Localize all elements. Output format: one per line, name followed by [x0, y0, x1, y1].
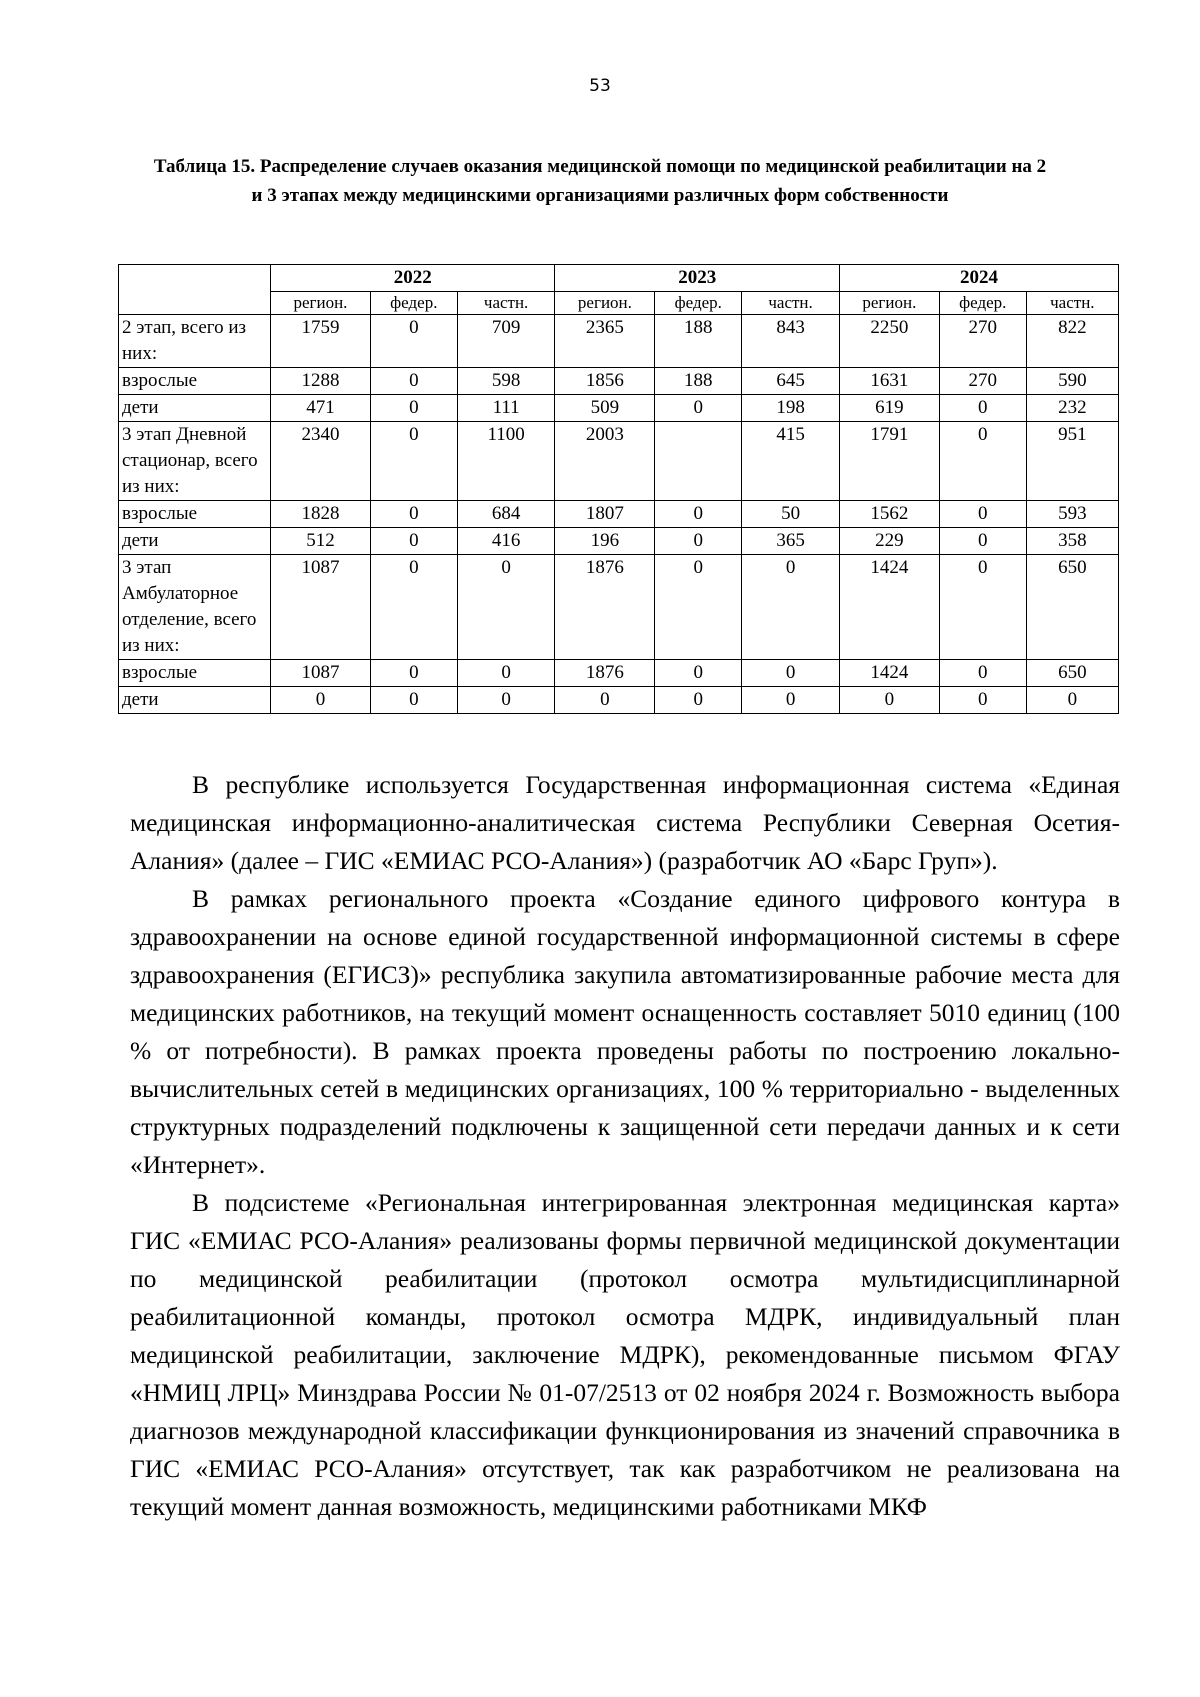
table-cell: 1087	[271, 555, 371, 660]
table-cell: 0	[457, 555, 555, 660]
table-cell: 650	[1026, 555, 1118, 660]
table-cell: 270	[939, 368, 1026, 395]
table-row	[119, 555, 1119, 660]
table-cell: 1876	[555, 660, 655, 687]
table-row	[119, 660, 1119, 687]
table-cell: 2340	[271, 422, 371, 501]
table-cell: 590	[1026, 368, 1118, 395]
table-cell: 0	[939, 528, 1026, 555]
body-text	[130, 766, 1120, 1526]
table-cell: 188	[655, 368, 742, 395]
subheader-cell: федер.	[939, 292, 1026, 315]
table-cell: 1828	[271, 501, 371, 528]
table-cell: 270	[939, 315, 1026, 368]
table-cell: 0	[370, 660, 457, 687]
table-cell: 0	[655, 555, 742, 660]
row-label: дети	[119, 528, 271, 555]
table-cell: 198	[742, 395, 840, 422]
table-row	[119, 395, 1119, 422]
table-cell: 0	[457, 660, 555, 687]
table-cell: 1562	[839, 501, 939, 528]
table-title: Таблица 15. Распределение случаев оказания медицинской помощи по медицинской реабилитации на 2 и 3 этапах между медицинскими организациями различных форм собственности	[153, 156, 1047, 206]
table-cell: 0	[555, 687, 655, 714]
table-cell: 0	[939, 555, 1026, 660]
table-cell: 358	[1026, 528, 1118, 555]
paragraph: В подсистеме «Региональная интегрированная электронная медицинская карта» ГИС «ЕМИАС РСО-Алания» реализованы формы первичной медицинской документации по медицинской реабилитации (протокол осмотра мультидисциплинарной реабилитационной команды, протокол осмотра МДРК, индивидуальный план медицинской реабилитации, заключение МДРК), рекомендованные письмом ФГАУ «НМИЦ ЛРЦ» Минздрава России № 01-07/2513 от 02 ноября 2024 г. Возможность выбора диагнозов международной классификации функционирования из значений справочника в ГИС «ЕМИАС РСО-Алания» отсутствует, так как разработчиком не реализована на текущий момент данная возможность, медицинскими работниками МКФ	[130, 1188, 1120, 1521]
table-row	[119, 501, 1119, 528]
paragraph: В рамках регионального проекта «Создание единого цифрового контура в здравоохранении на основе единой государственной информационной системы в сфере здравоохранения (ЕГИСЗ)» республика закупила автоматизированные рабочие места для медицинских работников, на текущий момент оснащенность составляет 5010 единиц (100 % от потребности). В рамках проекта проведены работы по построению локально-вычислительных сетей в медицинских организациях, 100 % территориально - выделенных структурных подразделений подключены к защищенной сети передачи данных и к сети «Интернет».	[130, 884, 1120, 1179]
row-label: взрослые	[119, 368, 271, 395]
table-row	[119, 422, 1119, 501]
table-cell: 1876	[555, 555, 655, 660]
subheader-cell: регион.	[839, 292, 939, 315]
table-cell: 0	[271, 687, 371, 714]
table-body	[119, 315, 1119, 714]
table-cell: 0	[655, 687, 742, 714]
table-row	[119, 528, 1119, 555]
table-cell: 512	[271, 528, 371, 555]
subheader-cell: частн.	[457, 292, 555, 315]
table-cell: 0	[370, 501, 457, 528]
table-cell: 650	[1026, 660, 1118, 687]
table-cell: 0	[370, 555, 457, 660]
year-header: 2024	[839, 265, 1118, 292]
data-table	[118, 264, 1119, 714]
table-cell: 0	[939, 422, 1026, 501]
row-label: 3 этап Амбулаторное отделение, всего из них:	[119, 555, 271, 660]
table-cell: 1856	[555, 368, 655, 395]
table-row	[119, 368, 1119, 395]
table-cell: 1759	[271, 315, 371, 368]
table-cell: 0	[370, 422, 457, 501]
table-cell: 0	[939, 501, 1026, 528]
table-cell: 0	[939, 395, 1026, 422]
table-cell: 2003	[555, 422, 655, 501]
table-cell: 232	[1026, 395, 1118, 422]
table-cell: 0	[839, 687, 939, 714]
table-cell: 509	[555, 395, 655, 422]
table-cell: 229	[839, 528, 939, 555]
table-cell: 0	[742, 660, 840, 687]
subheader-cell: частн.	[1026, 292, 1118, 315]
table-cell: 196	[555, 528, 655, 555]
table-cell: 684	[457, 501, 555, 528]
table-cell: 0	[939, 660, 1026, 687]
table-cell: 0	[742, 555, 840, 660]
table-row	[119, 687, 1119, 714]
table-cell: 415	[742, 422, 840, 501]
table-cell: 50	[742, 501, 840, 528]
table-cell: 0	[370, 528, 457, 555]
table-cell: 822	[1026, 315, 1118, 368]
table-cell: 416	[457, 528, 555, 555]
row-label: дети	[119, 395, 271, 422]
year-header: 2022	[271, 265, 555, 292]
table-cell: 0	[939, 687, 1026, 714]
table-cell: 951	[1026, 422, 1118, 501]
table-cell: 619	[839, 395, 939, 422]
table-cell: 1288	[271, 368, 371, 395]
page-number: 53	[589, 76, 611, 96]
year-header-row	[119, 265, 1119, 292]
corner-cell	[119, 265, 271, 315]
table-cell: 593	[1026, 501, 1118, 528]
table-cell: 111	[457, 395, 555, 422]
table-cell: 0	[742, 687, 840, 714]
table-cell: 188	[655, 315, 742, 368]
subheader-cell: регион.	[555, 292, 655, 315]
table-cell: 843	[742, 315, 840, 368]
row-label: взрослые	[119, 660, 271, 687]
table-cell: 1424	[839, 660, 939, 687]
subheader-cell: федер.	[370, 292, 457, 315]
paragraph: В республике используется Государственная информационная система «Единая медицинская информационно-аналитическая система Республики Северная Осетия-Алания» (далее – ГИС «ЕМИАС РСО-Алания») (разработчик АО «Барс Груп»).	[130, 770, 1120, 875]
table-cell: 598	[457, 368, 555, 395]
table-cell: 0	[655, 660, 742, 687]
table-cell: 0	[1026, 687, 1118, 714]
table-cell: 709	[457, 315, 555, 368]
table-cell: 0	[655, 528, 742, 555]
subheader-cell: федер.	[655, 292, 742, 315]
table-cell: 2250	[839, 315, 939, 368]
table-cell: 1424	[839, 555, 939, 660]
row-label: дети	[119, 687, 271, 714]
table-cell	[655, 422, 742, 501]
year-header: 2023	[555, 265, 839, 292]
table-cell: 365	[742, 528, 840, 555]
table-cell: 0	[655, 395, 742, 422]
table-cell: 1807	[555, 501, 655, 528]
subheader-cell: частн.	[742, 292, 840, 315]
table-cell: 0	[457, 687, 555, 714]
table-cell: 645	[742, 368, 840, 395]
table-cell: 1631	[839, 368, 939, 395]
table-cell: 0	[655, 501, 742, 528]
row-label: 3 этап Дневной стационар, всего из них:	[119, 422, 271, 501]
table-cell: 471	[271, 395, 371, 422]
table-cell: 1791	[839, 422, 939, 501]
table-cell: 0	[370, 368, 457, 395]
row-label: взрослые	[119, 501, 271, 528]
table-row	[119, 315, 1119, 368]
table-cell: 0	[370, 687, 457, 714]
table-cell: 1087	[271, 660, 371, 687]
row-label: 2 этап, всего из них:	[119, 315, 271, 368]
table-cell: 0	[370, 315, 457, 368]
table-cell: 2365	[555, 315, 655, 368]
table-cell: 0	[370, 395, 457, 422]
subheader-cell: регион.	[271, 292, 371, 315]
table-cell: 1100	[457, 422, 555, 501]
